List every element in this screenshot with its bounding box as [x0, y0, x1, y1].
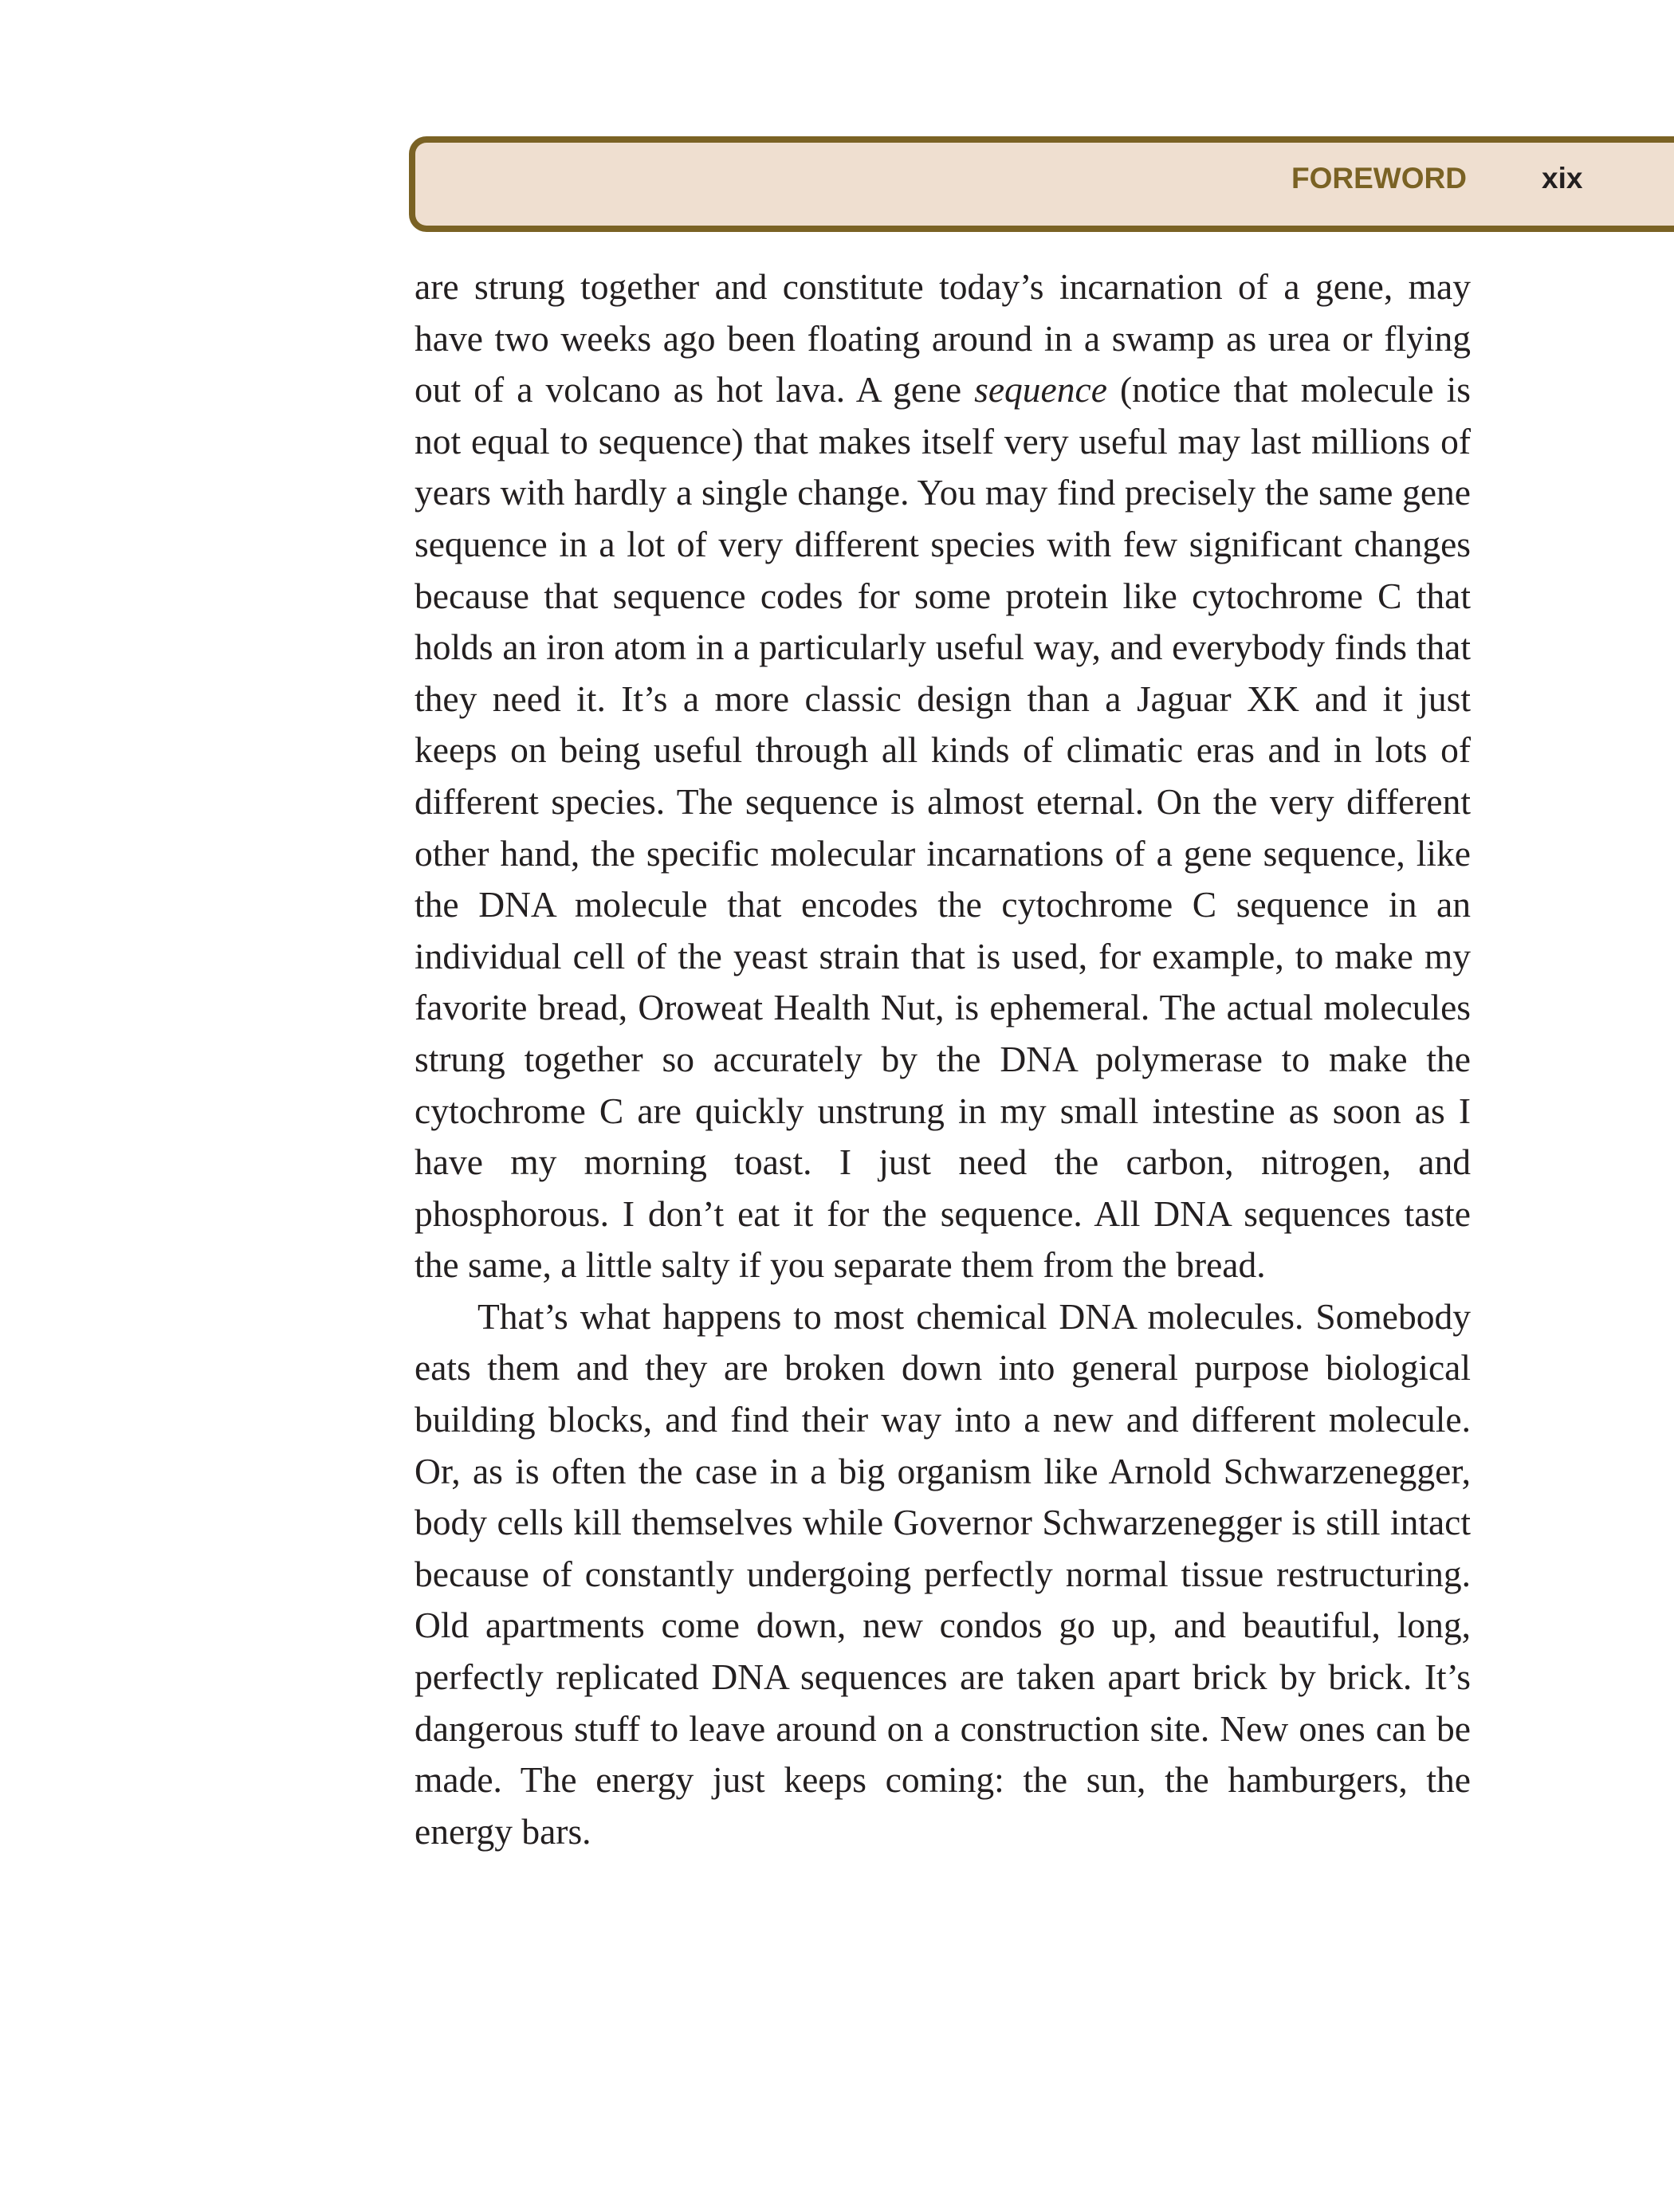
- running-head-title: FOREWORD: [1291, 162, 1467, 194]
- page-number: xix: [1542, 162, 1583, 194]
- paragraph-1-text-b: (notice that molecule is not equal to sequence) that makes itself very useful may last millions of years with hardly a single change. You may find precisely the same gene sequence in a lot of very different species with few significant changes because that sequence codes for some protein like cytochrome C that holds an iron atom in a particularly useful way, and everybody finds that they need it. It’s a more classic design than a Jaguar XK and it just keeps on being useful through all kinds of climatic eras and in lots of different species. The sequence is almost eternal. On the very different other hand, the specific molecular incarnations of a gene sequence, like the DNA molecule that encodes the cytochrome C sequence in an individual cell of the yeast strain that is used, for example, to make my favorite bread, Oroweat Health Nut, is ephemeral. The actual molecules strung together so accurately by the DNA polymerase to make the cytochrome C are quickly unstrung in my small intestine as soon as I have my morning toast. I just need the carbon, nitrogen, and phosphorous. I don’t eat it for the sequence. All DNA sequences taste the same, a little salty if you separate them from the bread.: [415, 369, 1471, 1286]
- paragraph-1: [415, 261, 1471, 1291]
- emphasis-sequence: sequence: [974, 369, 1107, 411]
- paragraph-2: That’s what happens to most chemical DNA molecules. Somebody eats them and they are broken down into general purpose biological building blocks, and find their way into a new and different molecule. Or, as is often the case in a big organism like Arnold Schwarzenegger, body cells kill themselves while Governor Schwarzenegger is still intact because of constantly undergoing perfectly normal tissue restructuring. Old apartments come down, new condos go up, and beautiful, long, perfectly replicated DNA sequences are taken apart brick by brick. It’s dangerous stuff to leave around on a construction site. New ones can be made. The energy just keeps coming: the sun, the hamburgers, the energy bars.: [415, 1295, 1471, 1852]
- body-text: [415, 261, 1471, 1857]
- running-head-band: [409, 136, 1674, 232]
- paragraph-1-text-a: are strung together and constitute today’s incarnation of a gene, may have two weeks ago been floating around in a swamp as urea or flying out of a volcano as hot lava. A gene: [415, 266, 1471, 411]
